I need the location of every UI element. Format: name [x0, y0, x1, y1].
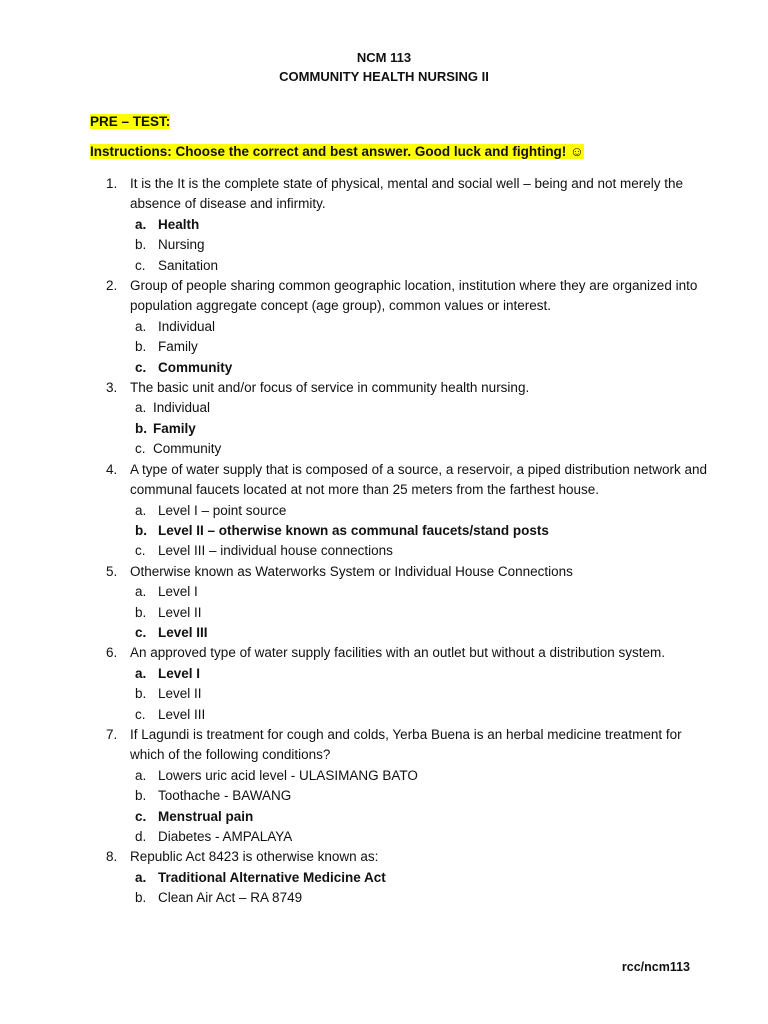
option-1c: c. Sanitation: [135, 257, 219, 273]
option-7d: d. Diabetes - AMPALAYA: [135, 829, 293, 844]
question-text: It is the It is the complete state of physical, mental and social well – being and not merely the absence of disease and infirmity.: [130, 176, 684, 212]
question-text: The basic unit and/or focus of service in community health nursing.: [130, 380, 530, 396]
option-6b: b. Level II: [135, 686, 202, 702]
question-text: Group of people sharing common geographic location, institution where they are organized into population aggregate concept (age group), common values or interest.: [130, 278, 698, 314]
option-5b: b. Level II: [135, 604, 202, 620]
option-8b: b. Clean Air Act – RA 8749: [135, 890, 303, 906]
option-5c: c. Level III: [135, 624, 208, 640]
option-2b: b. Family: [135, 339, 198, 355]
course-title: COMMUNITY HEALTH NURSING II: [279, 69, 489, 84]
option-4c: c. Level III – individual house connections: [135, 543, 393, 559]
question-4: 4. A type of water supply that is composed of a source, a reservoir, a piped distribution network and communal faucets located at not more than 25 meters from the farthest house.: [106, 461, 708, 498]
option-7a: a. Lowers uric acid level - ULASIMANG BATO: [135, 767, 418, 783]
question-text: If Lagundi is treatment for cough and colds, Yerba Buena is an herbal medicine treatment for which of the following conditions?: [130, 726, 682, 763]
option-3a: a. Individual: [135, 400, 211, 416]
question-1: 1. It is the It is the complete state of physical, mental and social well – being and not merely the absence of disease and infirmity.: [106, 176, 684, 212]
option-3b: b. Family: [135, 420, 196, 436]
question-6: 6. An approved type of water supply facilities with an outlet but without a distribution system.: [106, 645, 666, 661]
option-5a: a. Level I: [135, 584, 198, 600]
question-text: An approved type of water supply facilities with an outlet but without a distribution system.: [130, 645, 666, 661]
option-7b: b. Toothache - BAWANG: [135, 788, 292, 804]
question-3: 3. The basic unit and/or focus of service in community health nursing.: [106, 380, 530, 396]
option-2c: c. Community: [135, 359, 233, 375]
option-8a: a. Traditional Alternative Medicine Act: [135, 869, 386, 885]
option-1a: a. Health: [135, 216, 200, 232]
question-7: 7. If Lagundi is treatment for cough and colds, Yerba Buena is an herbal medicine treatment for which of the following conditions?: [106, 726, 682, 763]
pretest-label: PRE – TEST:: [90, 114, 171, 129]
document-header: [0, 48, 768, 86]
question-text: Republic Act 8423 is otherwise known as:: [130, 849, 379, 865]
option-4a: a. Level I – point source: [135, 502, 287, 518]
question-8: 8. Republic Act 8423 is otherwise known as:: [106, 849, 379, 865]
question-2: 2. Group of people sharing common geographic location, institution where they are organized into population aggregate concept (age group), common values or interest.: [106, 278, 698, 314]
question-text: A type of water supply that is composed of a source, a reservoir, a piped distribution network and communal faucets located at not more than 25 meters from the farthest house.: [130, 461, 708, 498]
page-footer: rcc/ncm113: [621, 960, 690, 974]
question-5: 5. Otherwise known as Waterworks System or Individual House Connections: [106, 563, 573, 579]
question-list: [90, 174, 710, 909]
course-code: NCM 113: [356, 50, 412, 65]
instructions: Instructions: Choose the correct and best answer. Good luck and fighting! ☺: [90, 144, 584, 159]
option-3c: c. Community: [135, 441, 222, 457]
option-4b: b. Level II – otherwise known as communal faucets/stand posts: [135, 522, 549, 538]
option-6a: a. Level I: [135, 665, 201, 681]
question-text: Otherwise known as Waterworks System or Individual House Connections: [130, 563, 573, 579]
option-2a: a. Individual: [135, 318, 216, 334]
option-1b: b. Nursing: [135, 237, 205, 253]
option-6c: c. Level III: [135, 706, 206, 722]
option-7c: c. Menstrual pain: [135, 808, 254, 824]
